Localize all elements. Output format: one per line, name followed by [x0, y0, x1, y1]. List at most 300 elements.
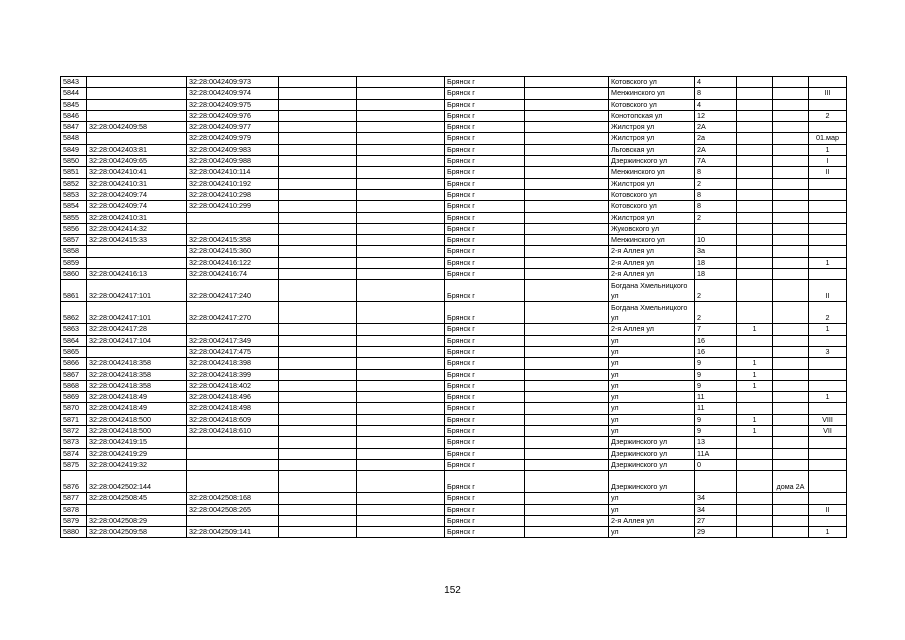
premises-number-cell: II [809, 280, 847, 302]
city-cell: Брянск г [445, 515, 525, 526]
blank-col-a-cell [279, 189, 357, 200]
extra-note-cell [773, 403, 809, 414]
object-number-cell [187, 448, 279, 459]
object-number-cell: 32:28:0042416:122 [187, 257, 279, 268]
premises-number-cell [809, 269, 847, 280]
street-cell: Жилстроя ул [609, 212, 695, 223]
city-cell: Брянск г [445, 201, 525, 212]
premises-number-cell: 3 [809, 346, 847, 357]
city-cell: Брянск г [445, 110, 525, 121]
row-number-cell: 5844 [61, 88, 87, 99]
blank-col-c-cell [525, 235, 609, 246]
blank-col-c-cell [525, 201, 609, 212]
city-cell: Брянск г [445, 392, 525, 403]
row-number-cell: 5866 [61, 358, 87, 369]
table-row [61, 201, 847, 212]
table-row [61, 167, 847, 178]
blank-col-a-cell [279, 156, 357, 167]
house-number-cell: 4 [695, 99, 737, 110]
parcel-number-cell: 32:28:0042410:31 [87, 178, 187, 189]
table-row [61, 302, 847, 324]
blank-col-a-cell [279, 414, 357, 425]
blank-col-c-cell [525, 280, 609, 302]
extra-note-cell [773, 346, 809, 357]
premises-number-cell [809, 178, 847, 189]
object-number-cell [187, 437, 279, 448]
parcel-number-cell: 32:28:0042418:49 [87, 392, 187, 403]
city-cell: Брянск г [445, 257, 525, 268]
building-number-cell [737, 167, 773, 178]
blank-col-c-cell [525, 302, 609, 324]
city-cell: Брянск г [445, 369, 525, 380]
city-cell: Брянск г [445, 144, 525, 155]
object-number-cell [187, 471, 279, 493]
parcel-number-cell [87, 133, 187, 144]
premises-number-cell: 1 [809, 324, 847, 335]
parcel-number-cell [87, 246, 187, 257]
row-number-cell: 5855 [61, 212, 87, 223]
row-number-cell: 5869 [61, 392, 87, 403]
street-cell: Жилстроя ул [609, 133, 695, 144]
parcel-number-cell: 32:28:0042419:15 [87, 437, 187, 448]
blank-col-c-cell [525, 212, 609, 223]
blank-col-b-cell [357, 471, 445, 493]
premises-number-cell: 1 [809, 392, 847, 403]
blank-col-c-cell [525, 144, 609, 155]
row-number-cell: 5850 [61, 156, 87, 167]
object-number-cell: 32:28:0042416:74 [187, 269, 279, 280]
blank-col-b-cell [357, 324, 445, 335]
parcel-number-cell [87, 77, 187, 88]
blank-col-a-cell [279, 380, 357, 391]
parcel-number-cell: 32:28:0042508:29 [87, 515, 187, 526]
building-number-cell [737, 504, 773, 515]
blank-col-b-cell [357, 380, 445, 391]
premises-number-cell: 2 [809, 302, 847, 324]
object-number-cell [187, 515, 279, 526]
object-number-cell [187, 212, 279, 223]
house-number-cell [695, 223, 737, 234]
blank-col-b-cell [357, 246, 445, 257]
building-number-cell [737, 471, 773, 493]
premises-number-cell [809, 448, 847, 459]
blank-col-a-cell [279, 335, 357, 346]
blank-col-b-cell [357, 189, 445, 200]
building-number-cell [737, 235, 773, 246]
row-number-cell: 5853 [61, 189, 87, 200]
city-cell: Брянск г [445, 235, 525, 246]
blank-col-b-cell [357, 88, 445, 99]
street-cell: Котовского ул [609, 99, 695, 110]
blank-col-a-cell [279, 448, 357, 459]
extra-note-cell [773, 156, 809, 167]
blank-col-c-cell [525, 448, 609, 459]
blank-col-b-cell [357, 493, 445, 504]
table-row [61, 369, 847, 380]
blank-col-c-cell [525, 392, 609, 403]
building-number-cell [737, 223, 773, 234]
extra-note-cell [773, 167, 809, 178]
city-cell: Брянск г [445, 178, 525, 189]
house-number-cell: 9 [695, 380, 737, 391]
house-number-cell: 16 [695, 335, 737, 346]
street-cell: Менжинского ул [609, 167, 695, 178]
blank-col-b-cell [357, 459, 445, 470]
premises-number-cell: 1 [809, 257, 847, 268]
extra-note-cell: дома 2А [773, 471, 809, 493]
blank-col-c-cell [525, 335, 609, 346]
building-number-cell [737, 269, 773, 280]
object-number-cell: 32:28:0042509:141 [187, 527, 279, 538]
blank-col-b-cell [357, 156, 445, 167]
extra-note-cell [773, 257, 809, 268]
premises-number-cell: II [809, 167, 847, 178]
house-number-cell: 2 [695, 212, 737, 223]
extra-note-cell [773, 515, 809, 526]
house-number-cell: 18 [695, 269, 737, 280]
blank-col-a-cell [279, 426, 357, 437]
street-cell: 2-я Аллея ул [609, 246, 695, 257]
blank-col-c-cell [525, 459, 609, 470]
blank-col-c-cell [525, 88, 609, 99]
blank-col-a-cell [279, 201, 357, 212]
blank-col-a-cell [279, 358, 357, 369]
house-number-cell: 4 [695, 77, 737, 88]
parcel-number-cell: 32:28:0042418:500 [87, 414, 187, 425]
premises-number-cell: 2 [809, 110, 847, 121]
parcel-number-cell: 32:28:0042414:32 [87, 223, 187, 234]
extra-note-cell [773, 110, 809, 121]
street-cell: Дзержинского ул [609, 459, 695, 470]
object-number-cell: 32:28:0042417:475 [187, 346, 279, 357]
street-cell: Богдана Хмельницкого ул [609, 302, 695, 324]
extra-note-cell [773, 437, 809, 448]
extra-note-cell [773, 459, 809, 470]
parcel-number-cell: 32:28:0042417:101 [87, 280, 187, 302]
blank-col-b-cell [357, 144, 445, 155]
blank-col-b-cell [357, 437, 445, 448]
row-number-cell: 5873 [61, 437, 87, 448]
blank-col-a-cell [279, 324, 357, 335]
blank-col-b-cell [357, 527, 445, 538]
blank-col-c-cell [525, 156, 609, 167]
object-number-cell: 32:28:0042409:973 [187, 77, 279, 88]
blank-col-c-cell [525, 504, 609, 515]
object-number-cell: 32:28:0042409:983 [187, 144, 279, 155]
object-number-cell: 32:28:0042415:360 [187, 246, 279, 257]
house-number-cell: 12 [695, 110, 737, 121]
object-number-cell: 32:28:0042418:496 [187, 392, 279, 403]
premises-number-cell [809, 471, 847, 493]
building-number-cell: 1 [737, 358, 773, 369]
extra-note-cell [773, 369, 809, 380]
blank-col-a-cell [279, 369, 357, 380]
street-cell: 2-я Аллея ул [609, 257, 695, 268]
row-number-cell: 5875 [61, 459, 87, 470]
row-number-cell: 5847 [61, 122, 87, 133]
city-cell: Брянск г [445, 335, 525, 346]
parcel-number-cell: 32:28:0042415:33 [87, 235, 187, 246]
blank-col-b-cell [357, 223, 445, 234]
blank-col-b-cell [357, 346, 445, 357]
extra-note-cell [773, 201, 809, 212]
building-number-cell: 1 [737, 414, 773, 425]
object-number-cell: 32:28:0042409:979 [187, 133, 279, 144]
building-number-cell [737, 201, 773, 212]
table-row [61, 324, 847, 335]
object-number-cell: 32:28:0042417:349 [187, 335, 279, 346]
blank-col-b-cell [357, 212, 445, 223]
row-number-cell: 5843 [61, 77, 87, 88]
house-number-cell: 34 [695, 493, 737, 504]
parcel-number-cell: 32:28:0042410:41 [87, 167, 187, 178]
extra-note-cell [773, 133, 809, 144]
row-number-cell: 5874 [61, 448, 87, 459]
parcel-number-cell: 32:28:0042508:45 [87, 493, 187, 504]
blank-col-a-cell [279, 88, 357, 99]
table-row [61, 380, 847, 391]
blank-col-a-cell [279, 212, 357, 223]
city-cell: Брянск г [445, 471, 525, 493]
blank-col-c-cell [525, 324, 609, 335]
extra-note-cell [773, 246, 809, 257]
extra-note-cell [773, 493, 809, 504]
table-row [61, 346, 847, 357]
parcel-number-cell: 32:28:0042418:49 [87, 403, 187, 414]
building-number-cell [737, 178, 773, 189]
extra-note-cell [773, 189, 809, 200]
blank-col-a-cell [279, 493, 357, 504]
building-number-cell [737, 515, 773, 526]
table-row [61, 178, 847, 189]
city-cell: Брянск г [445, 346, 525, 357]
street-cell: 2-я Аллея ул [609, 269, 695, 280]
extra-note-cell [773, 380, 809, 391]
table-row [61, 459, 847, 470]
blank-col-b-cell [357, 358, 445, 369]
building-number-cell: 1 [737, 369, 773, 380]
blank-col-b-cell [357, 167, 445, 178]
building-number-cell [737, 88, 773, 99]
premises-number-cell [809, 212, 847, 223]
house-number-cell: 29 [695, 527, 737, 538]
extra-note-cell [773, 212, 809, 223]
premises-number-cell: VIII [809, 414, 847, 425]
extra-note-cell [773, 77, 809, 88]
row-number-cell: 5860 [61, 269, 87, 280]
premises-number-cell [809, 335, 847, 346]
city-cell: Брянск г [445, 122, 525, 133]
city-cell: Брянск г [445, 380, 525, 391]
extra-note-cell [773, 99, 809, 110]
extra-note-cell [773, 392, 809, 403]
row-number-cell: 5851 [61, 167, 87, 178]
row-number-cell: 5872 [61, 426, 87, 437]
extra-note-cell [773, 527, 809, 538]
city-cell: Брянск г [445, 88, 525, 99]
row-number-cell: 5867 [61, 369, 87, 380]
premises-number-cell [809, 122, 847, 133]
building-number-cell [737, 493, 773, 504]
blank-col-a-cell [279, 437, 357, 448]
house-number-cell: 11А [695, 448, 737, 459]
blank-col-a-cell [279, 515, 357, 526]
house-number-cell: 9 [695, 414, 737, 425]
table-row [61, 110, 847, 121]
house-number-cell: 8 [695, 167, 737, 178]
blank-col-b-cell [357, 122, 445, 133]
extra-note-cell [773, 269, 809, 280]
table-row [61, 493, 847, 504]
premises-number-cell [809, 380, 847, 391]
object-number-cell: 32:28:0042508:168 [187, 493, 279, 504]
object-number-cell: 32:28:0042508:265 [187, 504, 279, 515]
object-number-cell: 32:28:0042410:192 [187, 178, 279, 189]
row-number-cell: 5854 [61, 201, 87, 212]
street-cell: ул [609, 493, 695, 504]
table-row [61, 471, 847, 493]
city-cell: Брянск г [445, 493, 525, 504]
object-number-cell [187, 324, 279, 335]
row-number-cell: 5864 [61, 335, 87, 346]
parcel-number-cell: 32:28:0042419:32 [87, 459, 187, 470]
premises-number-cell: VII [809, 426, 847, 437]
page-number: 152 [444, 585, 461, 596]
row-number-cell: 5861 [61, 280, 87, 302]
blank-col-b-cell [357, 133, 445, 144]
blank-col-a-cell [279, 269, 357, 280]
blank-col-b-cell [357, 201, 445, 212]
blank-col-a-cell [279, 459, 357, 470]
blank-col-b-cell [357, 302, 445, 324]
city-cell: Брянск г [445, 527, 525, 538]
premises-number-cell: II [809, 504, 847, 515]
house-number-cell: 2 [695, 280, 737, 302]
parcel-number-cell: 32:28:0042417:28 [87, 324, 187, 335]
blank-col-a-cell [279, 246, 357, 257]
street-cell: ул [609, 414, 695, 425]
premises-number-cell [809, 369, 847, 380]
row-number-cell: 5868 [61, 380, 87, 391]
table-row [61, 280, 847, 302]
blank-col-b-cell [357, 110, 445, 121]
blank-col-c-cell [525, 110, 609, 121]
object-number-cell: 32:28:0042418:498 [187, 403, 279, 414]
parcel-number-cell: 32:28:0042417:101 [87, 302, 187, 324]
blank-col-c-cell [525, 178, 609, 189]
street-cell: Дзержинского ул [609, 471, 695, 493]
extra-note-cell [773, 88, 809, 99]
building-number-cell [737, 156, 773, 167]
row-number-cell: 5856 [61, 223, 87, 234]
blank-col-b-cell [357, 77, 445, 88]
blank-col-c-cell [525, 515, 609, 526]
parcel-number-cell [87, 99, 187, 110]
blank-col-b-cell [357, 280, 445, 302]
building-number-cell [737, 189, 773, 200]
premises-number-cell [809, 223, 847, 234]
table-row [61, 358, 847, 369]
object-number-cell: 32:28:0042418:609 [187, 414, 279, 425]
blank-col-c-cell [525, 122, 609, 133]
house-number-cell: 7 [695, 324, 737, 335]
blank-col-b-cell [357, 99, 445, 110]
blank-col-b-cell [357, 504, 445, 515]
premises-number-cell [809, 235, 847, 246]
row-number-cell: 5865 [61, 346, 87, 357]
blank-col-c-cell [525, 527, 609, 538]
city-cell: Брянск г [445, 212, 525, 223]
row-number-cell: 5880 [61, 527, 87, 538]
parcel-number-cell: 32:28:0042418:500 [87, 426, 187, 437]
street-cell: ул [609, 335, 695, 346]
row-number-cell: 5863 [61, 324, 87, 335]
street-cell: ул [609, 403, 695, 414]
house-number-cell: 11 [695, 392, 737, 403]
city-cell: Брянск г [445, 223, 525, 234]
parcel-number-cell: 32:28:0042409:74 [87, 189, 187, 200]
blank-col-c-cell [525, 380, 609, 391]
street-cell: ул [609, 504, 695, 515]
table-row [61, 189, 847, 200]
street-cell: ул [609, 358, 695, 369]
house-number-cell: 7А [695, 156, 737, 167]
building-number-cell [737, 110, 773, 121]
extra-note-cell [773, 414, 809, 425]
house-number-cell: 8 [695, 201, 737, 212]
premises-number-cell [809, 493, 847, 504]
building-number-cell [737, 77, 773, 88]
blank-col-a-cell [279, 99, 357, 110]
city-cell: Брянск г [445, 269, 525, 280]
street-cell: Жилстроя ул [609, 122, 695, 133]
premises-number-cell [809, 246, 847, 257]
blank-col-a-cell [279, 223, 357, 234]
extra-note-cell [773, 302, 809, 324]
house-number-cell: 9 [695, 426, 737, 437]
table-row [61, 527, 847, 538]
house-number-cell: 10 [695, 235, 737, 246]
blank-col-c-cell [525, 403, 609, 414]
object-number-cell: 32:28:0042418:610 [187, 426, 279, 437]
parcel-number-cell: 32:28:0042409:58 [87, 122, 187, 133]
object-number-cell: 32:28:0042409:988 [187, 156, 279, 167]
blank-col-a-cell [279, 257, 357, 268]
street-cell: Дзержинского ул [609, 448, 695, 459]
object-number-cell: 32:28:0042410:298 [187, 189, 279, 200]
blank-col-c-cell [525, 77, 609, 88]
row-number-cell: 5878 [61, 504, 87, 515]
street-cell: Менжинского ул [609, 88, 695, 99]
house-number-cell: 2а [695, 133, 737, 144]
building-number-cell [737, 212, 773, 223]
premises-number-cell: 1 [809, 144, 847, 155]
city-cell: Брянск г [445, 280, 525, 302]
building-number-cell [737, 302, 773, 324]
blank-col-a-cell [279, 392, 357, 403]
blank-col-a-cell [279, 346, 357, 357]
premises-number-cell [809, 358, 847, 369]
city-cell: Брянск г [445, 437, 525, 448]
object-number-cell [187, 459, 279, 470]
street-cell: Льговская ул [609, 144, 695, 155]
blank-col-b-cell [357, 335, 445, 346]
blank-col-b-cell [357, 448, 445, 459]
table-row [61, 414, 847, 425]
blank-col-b-cell [357, 369, 445, 380]
object-number-cell: 32:28:0042417:240 [187, 280, 279, 302]
parcel-number-cell: 32:28:0042416:13 [87, 269, 187, 280]
